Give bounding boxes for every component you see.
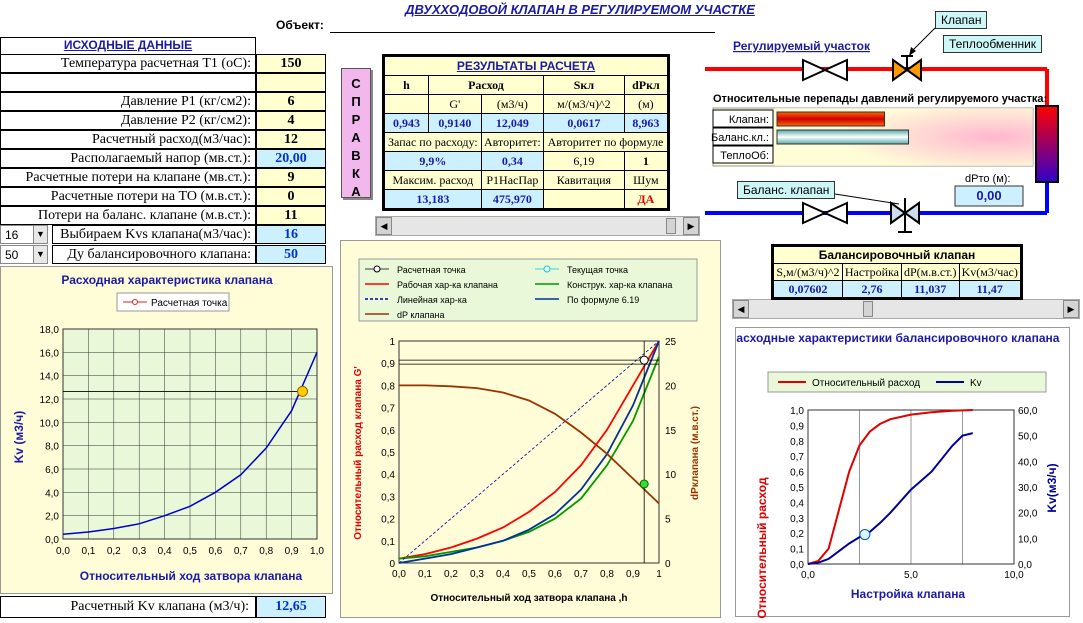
bal-callout: Баланс. клапан (737, 181, 835, 199)
calc-point (640, 356, 648, 364)
result-h: 0,943 (385, 114, 429, 133)
results-title: РЕЗУЛЬТАТЫ РАСЧЕТА (385, 57, 668, 76)
result-dpkl: 8,963 (624, 114, 667, 133)
results-header: Р1НасПар (481, 171, 543, 190)
input-value[interactable]: 16 (256, 225, 326, 244)
x-tick-label: 0,4 (157, 546, 172, 557)
y-tick-label: 10,0 (39, 418, 59, 430)
input-value[interactable]: 20,00 (256, 149, 326, 168)
results-header: Sкл (544, 76, 625, 95)
results-table (382, 54, 670, 211)
scroll-thumb[interactable] (863, 301, 873, 317)
input-value[interactable]: 0 (256, 187, 326, 206)
x-tick-label: 0,9 (626, 569, 640, 580)
results-subheader: G' (428, 95, 481, 114)
chart-balance (736, 328, 1071, 618)
result-authority: 0,34 (481, 152, 543, 171)
chevron-down-icon[interactable]: ▼ (33, 226, 47, 243)
x-tick-label: 0,8 (600, 569, 614, 580)
page-title: ДВУХХОДОВОЙ КЛАПАН В РЕГУЛИРУЕМОМ УЧАСТКЕ (405, 2, 755, 17)
scrollbar-right[interactable] (732, 299, 1080, 319)
input-row (0, 245, 326, 264)
y-tick-label: 0,9 (790, 421, 804, 433)
legend-label: Линейная хар-ка (397, 295, 467, 305)
input-row (0, 225, 326, 244)
legend-label: Конструк. хар-ка клапана (567, 280, 673, 290)
results-header: Запас по расходу: (385, 133, 482, 152)
bar-label-balance: Баланс.кл.: (711, 132, 769, 144)
spravka-letter: А (351, 130, 361, 145)
input-row (0, 92, 326, 111)
du-select[interactable] (0, 245, 48, 264)
y2-tick-label: 0 (665, 559, 671, 570)
y-tick-label: 0,5 (381, 448, 395, 459)
result-cavitation (544, 190, 625, 209)
y-tick-label: 0,1 (381, 536, 395, 548)
x-tick-label: 0,3 (470, 569, 484, 580)
x-tick-label: 0,6 (548, 569, 562, 580)
result-formula: 6,19 (544, 152, 625, 171)
chart-title: Расходные характеристики балансировочного клапана (736, 331, 1060, 345)
y-axis-label: Kv (м3/ч) (12, 410, 26, 464)
y2-tick-label: 15 (665, 425, 677, 437)
legend-label: По формуле 6.19 (567, 295, 640, 305)
input-row (0, 130, 326, 149)
drops-title: Относительные перепады давлений регулируемого участка: (713, 93, 1048, 105)
balance-title: Балансировочный клапан (774, 247, 1021, 264)
dpto-label: dPто (м): (965, 173, 1011, 185)
balance-table (771, 244, 1023, 300)
y-axis-label: Относительный расход (755, 477, 769, 618)
y2-tick-label: 25 (665, 337, 677, 348)
results-header: Расход (428, 76, 543, 95)
result-max-flow: 13,183 (385, 190, 482, 209)
legend-marker (374, 266, 380, 272)
input-row (0, 168, 326, 187)
x-tick-label: 0,3 (132, 546, 147, 557)
results-header: Авторитет: (481, 133, 543, 152)
bar-label-valve: Клапан: (728, 114, 769, 126)
y2-tick-label: 60,0 (1018, 406, 1038, 417)
legend-label: Kv (970, 378, 982, 389)
input-value[interactable]: 4 (256, 111, 326, 130)
chevron-down-icon[interactable]: ▼ (33, 246, 47, 263)
x-tick-label: 0,5 (183, 546, 197, 557)
input-row (0, 149, 326, 168)
x-tick-label: 0,6 (208, 546, 223, 557)
x-axis-label: Относительный ход затвора клапана ,h (430, 593, 628, 604)
result-g: 0,9140 (428, 114, 481, 133)
y-tick-label: 0,3 (381, 492, 395, 504)
x-tick-label: 0,2 (444, 569, 458, 580)
x-tick-label: 0,7 (574, 569, 588, 580)
y-tick-label: 0,6 (381, 425, 395, 437)
x-tick-label: 0,7 (233, 546, 248, 557)
kv-footer-value: 12,65 (256, 596, 326, 618)
x-axis-label: Настройка клапана (850, 587, 966, 601)
y2-axis-label: Kv(м3/ч) (1045, 463, 1059, 513)
legend-label: Относительный расход (812, 378, 921, 389)
results-header: Авторитет по формуле (544, 133, 668, 152)
balance-header: Kv(м3/час) (959, 264, 1021, 281)
results-subheader: (м3/ч) (481, 95, 543, 114)
input-value[interactable]: 9 (256, 168, 326, 187)
input-row (0, 187, 326, 206)
input-row (0, 73, 326, 92)
y2-tick-label: 50,0 (1018, 431, 1038, 443)
spravka-letter: П (351, 94, 361, 109)
y2-tick-label: 10,0 (1018, 534, 1038, 546)
balance-kv: 11,47 (959, 281, 1021, 298)
x-tick-label: 10,0 (1004, 570, 1024, 581)
input-label: Расчетный расход(м3/час): (0, 130, 256, 149)
kvs-select-value: 16 (5, 227, 19, 242)
chart-main-panel (340, 240, 721, 618)
object-field[interactable] (330, 32, 715, 33)
y-tick-label: 0,4 (381, 470, 395, 482)
result-reserve: 9,9% (385, 152, 482, 171)
valve-icon (803, 203, 847, 223)
spravka-letter: С (351, 76, 361, 91)
results-header: Шум (624, 171, 667, 190)
chart-kv (1, 267, 334, 595)
result-flow: 12,049 (481, 114, 543, 133)
y-tick-label: 0,7 (790, 452, 804, 464)
y-tick-label: 0,6 (790, 467, 804, 479)
scroll-right-icon[interactable]: ▶ (683, 217, 699, 235)
chart-title: Расходная характеристика клапана (61, 273, 273, 287)
input-label: Ду балансировочного клапана: (52, 245, 256, 264)
spravka-button[interactable] (341, 68, 371, 198)
y2-tick-label: 40,0 (1018, 457, 1038, 469)
scrollbar-middle[interactable] (375, 216, 700, 236)
y2-tick-label: 0,0 (1018, 560, 1032, 571)
result-skl: 0,0617 (544, 114, 625, 133)
input-value[interactable] (256, 73, 326, 92)
x-tick-label: 1,0 (310, 546, 324, 557)
result-formula-value: 1 (624, 152, 667, 171)
input-label: Потери на баланс. клапане (м.в.ст.): (0, 206, 256, 225)
y-tick-label: 0,7 (381, 403, 395, 415)
y2-tick-label: 20 (665, 381, 677, 393)
legend-marker (133, 300, 138, 305)
input-label: Выбираем Kvs клапана(м3/час): (52, 225, 256, 244)
y-tick-label: 0,8 (381, 381, 395, 393)
control-valve-icon (893, 56, 921, 80)
input-label: Давление Р1 (кг/см2): (0, 92, 256, 111)
input-label: Расчетные потери на клапане (мв.ст.): (0, 168, 256, 187)
balance-s: 0,07602 (774, 281, 843, 298)
input-value[interactable]: 50 (256, 245, 326, 264)
input-value[interactable]: 6 (256, 92, 326, 111)
input-row (0, 111, 326, 130)
chart-main (341, 241, 722, 619)
scroll-right-icon[interactable]: ▶ (1063, 300, 1079, 318)
y-tick-label: 16,0 (39, 348, 59, 360)
y-tick-label: 0,0 (45, 535, 59, 546)
bar-balance (777, 130, 909, 144)
x-tick-label: 0,9 (284, 546, 299, 557)
dpto-value: 0,00 (976, 188, 1002, 203)
y-tick-label: 0,3 (790, 513, 804, 525)
y-tick-label: 8,0 (45, 441, 59, 453)
legend-label: Рабочая хар-ка клапана (397, 280, 498, 290)
valve-icon (803, 60, 847, 80)
valve-callout: Клапан (935, 11, 987, 29)
du-select-value: 50 (5, 247, 19, 262)
section-label: Регулируемый участок (733, 39, 870, 53)
y-tick-label: 1,0 (790, 406, 804, 417)
y-tick-label: 0 (389, 559, 395, 570)
results-header: dPкл (624, 76, 667, 95)
x-tick-label: 0,0 (801, 570, 815, 581)
kvs-select[interactable] (0, 225, 48, 244)
result-p1sat: 475,970 (481, 190, 543, 209)
results-header: h (385, 76, 429, 95)
x-tick-label: 0,4 (496, 569, 510, 580)
results-subheader: м/(м3/ч)^2 (544, 95, 625, 114)
y-tick-label: 0,1 (790, 544, 804, 556)
legend-label: Расчетная точка (397, 265, 466, 275)
input-row (0, 206, 326, 225)
calc-point (860, 530, 870, 540)
y-tick-label: 0,0 (790, 560, 804, 571)
calc-point (298, 386, 308, 396)
input-label: Расчетные потери на ТО (м.в.ст.): (0, 187, 256, 206)
y-tick-label: 1 (389, 337, 395, 348)
input-label (0, 73, 256, 92)
balance-setting: 2,76 (842, 281, 901, 298)
hx-callout: Теплообменник (943, 35, 1042, 53)
input-value[interactable]: 12 (256, 130, 326, 149)
y-tick-label: 2,0 (45, 511, 59, 523)
input-row (0, 54, 326, 73)
spravka-letter: В (351, 148, 361, 163)
x-axis-label: Относительный ход затвора клапана (79, 569, 303, 583)
input-label: Давление Р2 (кг/см2): (0, 111, 256, 130)
results-header: Кавитация (544, 171, 625, 190)
results-subheader: (м) (624, 95, 667, 114)
y-tick-label: 6,0 (45, 465, 59, 476)
x-tick-label: 0,0 (392, 569, 406, 580)
y2-tick-label: 30,0 (1018, 483, 1038, 494)
y-tick-label: 0,4 (790, 498, 804, 510)
y2-axis-label: dPклапана (м.в.ст.) (690, 406, 701, 500)
legend-label: Текущая точка (567, 265, 628, 275)
scroll-left-icon[interactable]: ◀ (733, 300, 749, 318)
legend-label: Расчетная точка (151, 298, 228, 309)
y-tick-label: 0,8 (790, 436, 804, 448)
inputs-title: ИСХОДНЫЕ ДАННЫЕ (0, 37, 256, 54)
legend-marker (544, 266, 550, 272)
kv-footer-label: Расчетный Kv клапана (м3/ч): (0, 596, 256, 618)
y-axis-label: Относительный расход клапана G' (353, 366, 364, 540)
y-tick-label: 18,0 (39, 325, 59, 336)
chart-balance-panel (735, 327, 1070, 617)
result-noise: ДА (624, 190, 667, 209)
x-tick-label: 1 (656, 569, 662, 580)
x-tick-label: 0,5 (522, 569, 536, 580)
bar-valve (777, 112, 885, 126)
y-tick-label: 0,5 (790, 483, 804, 494)
x-tick-label: 5,0 (904, 570, 918, 581)
y-tick-label: 0,2 (790, 529, 804, 541)
input-label: Температура расчетная Т1 (оС): (0, 54, 256, 73)
y2-tick-label: 5 (665, 514, 671, 526)
x-tick-label: 0,2 (106, 546, 121, 557)
balance-header: Настройка (842, 264, 901, 281)
chart-kv-panel (0, 266, 333, 594)
object-label: Объект: (276, 18, 324, 32)
x-tick-label: 0,0 (56, 546, 70, 557)
spravka-letter: К (352, 166, 360, 181)
bar-label-hx: ТеплоОб: (720, 150, 769, 162)
spravka-letter: Р (351, 112, 361, 127)
y-tick-label: 0,2 (381, 514, 395, 526)
input-value[interactable]: 150 (256, 54, 326, 73)
y-tick-label: 4,0 (45, 488, 59, 500)
balance-header: S,м/(м3/ч)^2 (774, 264, 843, 281)
scroll-left-icon[interactable]: ◀ (376, 217, 392, 235)
x-tick-label: 0,1 (81, 546, 96, 557)
input-value[interactable]: 11 (256, 206, 326, 225)
y2-tick-label: 20,0 (1018, 508, 1038, 520)
y2-tick-label: 10 (665, 470, 677, 482)
scroll-thumb[interactable] (666, 218, 676, 234)
balance-header: dP(м.в.ст.) (902, 264, 960, 281)
results-header: Максим. расход (385, 171, 482, 190)
heat-exchanger-icon (1036, 106, 1058, 182)
x-tick-label: 0,8 (259, 546, 274, 557)
y-tick-label: 0,9 (381, 359, 395, 371)
legend-label: dP клапана (397, 310, 445, 320)
x-tick-label: 0,1 (418, 569, 432, 580)
y-tick-label: 12,0 (39, 395, 59, 406)
balance-dp: 11,037 (902, 281, 960, 298)
spravka-letter: А (351, 184, 361, 199)
y-tick-label: 14,0 (39, 371, 59, 383)
current-point (640, 480, 648, 488)
input-label: Располагаемый напор (мв.ст.): (0, 149, 256, 168)
